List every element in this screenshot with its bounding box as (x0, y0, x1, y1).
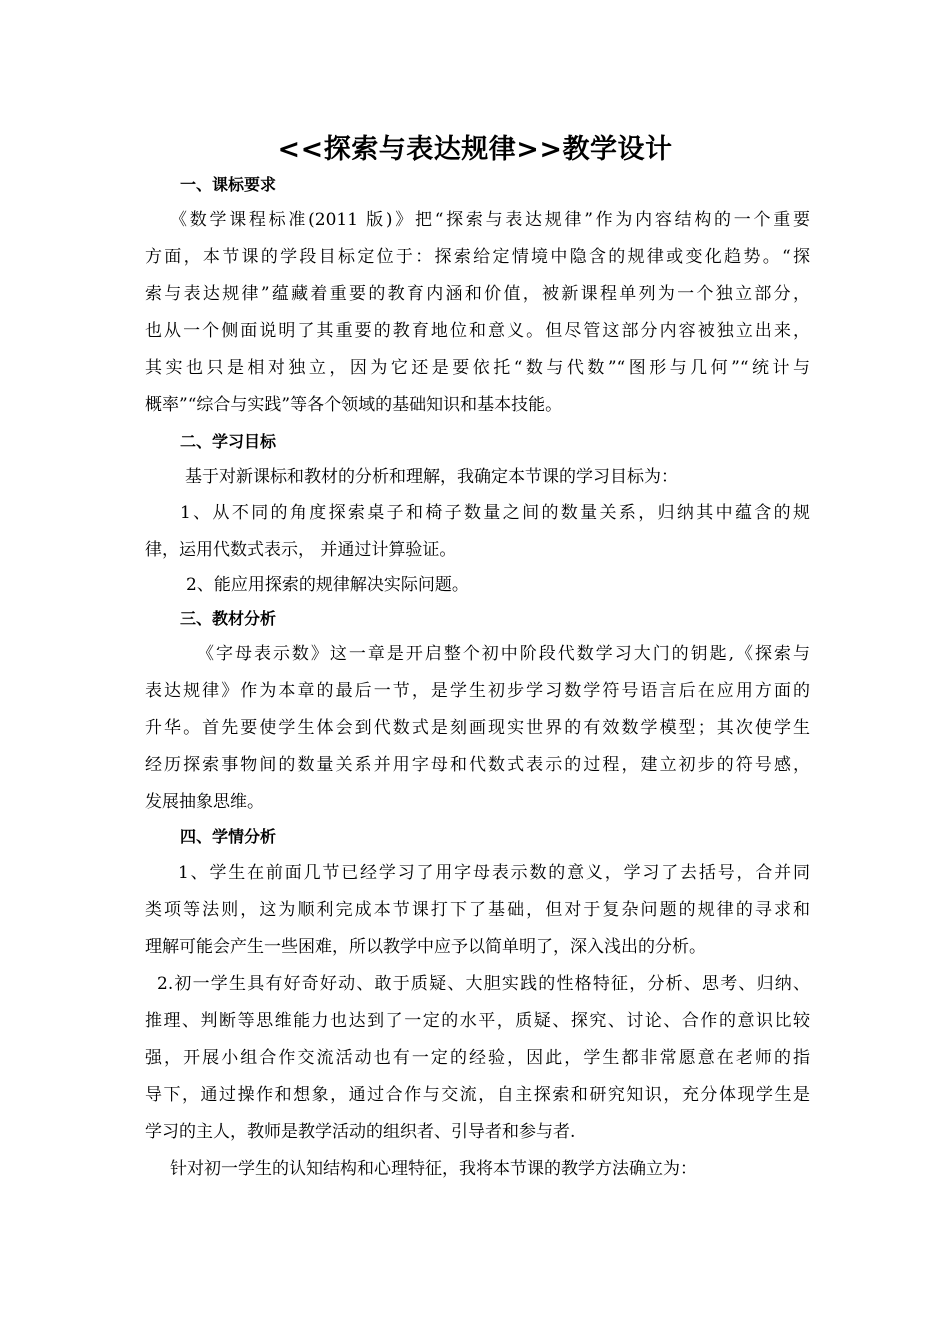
paragraph-line: 发展抽象思维。 (145, 792, 264, 812)
section-heading-textbook-analysis: 三、教材分析 (180, 609, 277, 628)
paragraph-line: 表达规律》作为本章的最后一节，是学生初步学习数学符号语言后在应用方面的 (145, 681, 810, 701)
paragraph-line: 2.初一学生具有好奇好动、敢于质疑、大胆实践的性格特征，分析、思考、归纳、 (157, 974, 810, 994)
paragraph-line: 概率”“综合与实践”等各个领域的基础知识和基本技能。 (145, 395, 563, 415)
paragraph-line: 1、学生在前面几节已经学习了用字母表示数的意义，学习了去括号，合并同 (178, 863, 810, 883)
paragraph-line: 理解可能会产生一些困难，所以教学中应予以简单明了，深入浅出的分析。 (145, 937, 706, 957)
paragraph-line: 方面，本节课的学段目标定位于：探索给定情境中隐含的规律或变化趋势。“探 (145, 247, 810, 267)
paragraph-line: 《字母表示数》这一章是开启整个初中阶段代数学习大门的钥匙,《探索与 (197, 644, 810, 664)
paragraph-line: 其实也只是相对独立，因为它还是要依托“数与代数”“图形与几何”“统计与 (145, 358, 810, 378)
paragraph-line: 律，运用代数式表示， 并通过计算验证。 (145, 540, 457, 560)
paragraph-line: 强，开展小组合作交流活动也有一定的经验，因此，学生都非常愿意在老师的指 (145, 1048, 810, 1068)
paragraph-line: 经历探索事物间的数量关系并用字母和代数式表示的过程，建立初步的符号感， (145, 755, 810, 775)
paragraph-line: 2、能应用探索的规律解决实际问题。 (186, 575, 469, 595)
paragraph-line: 也从一个侧面说明了其重要的教育地位和意义。但尽管这部分内容被独立出来， (145, 321, 810, 341)
paragraph-line: 类项等法则，这为顺利完成本节课打下了基础，但对于复杂问题的规律的寻求和 (145, 900, 810, 920)
paragraph-line: 1、从不同的角度探索桌子和椅子数量之间的数量关系，归纳其中蕴含的规 (180, 503, 810, 523)
section-heading-student-analysis: 四、学情分析 (180, 827, 277, 846)
paragraph-line: 针对初一学生的认知结构和心理特征，我将本节课的教学方法确立为： (170, 1159, 697, 1179)
paragraph-line: 《数学课程标准(2011 版)》把“探索与表达规律”作为内容结构的一个重要 (170, 210, 810, 230)
section-heading-learning-goals: 二、学习目标 (180, 432, 277, 451)
document-title: <<探索与表达规律>>教学设计 (277, 134, 673, 165)
paragraph-line: 学习的主人，教师是教学活动的组织者、引导者和参与者. (145, 1122, 576, 1142)
paragraph-line: 升华。首先要使学生体会到代数式是刻画现实世界的有效数学模型；其次使学生 (145, 718, 810, 738)
paragraph-line: 基于对新课标和教材的分析和理解，我确定本节课的学习目标为： (185, 467, 678, 487)
paragraph-line: 索与表达规律”蕴藏着重要的教育内涵和价值，被新课程单列为一个独立部分， (145, 284, 810, 304)
paragraph-line: 导下，通过操作和想象，通过合作与交流，自主探索和研究知识，充分体现学生是 (145, 1085, 810, 1105)
paragraph-line: 推理、判断等思维能力也达到了一定的水平，质疑、探究、讨论、合作的意识比较 (145, 1011, 810, 1031)
section-heading-curriculum: 一、课标要求 (180, 175, 277, 194)
